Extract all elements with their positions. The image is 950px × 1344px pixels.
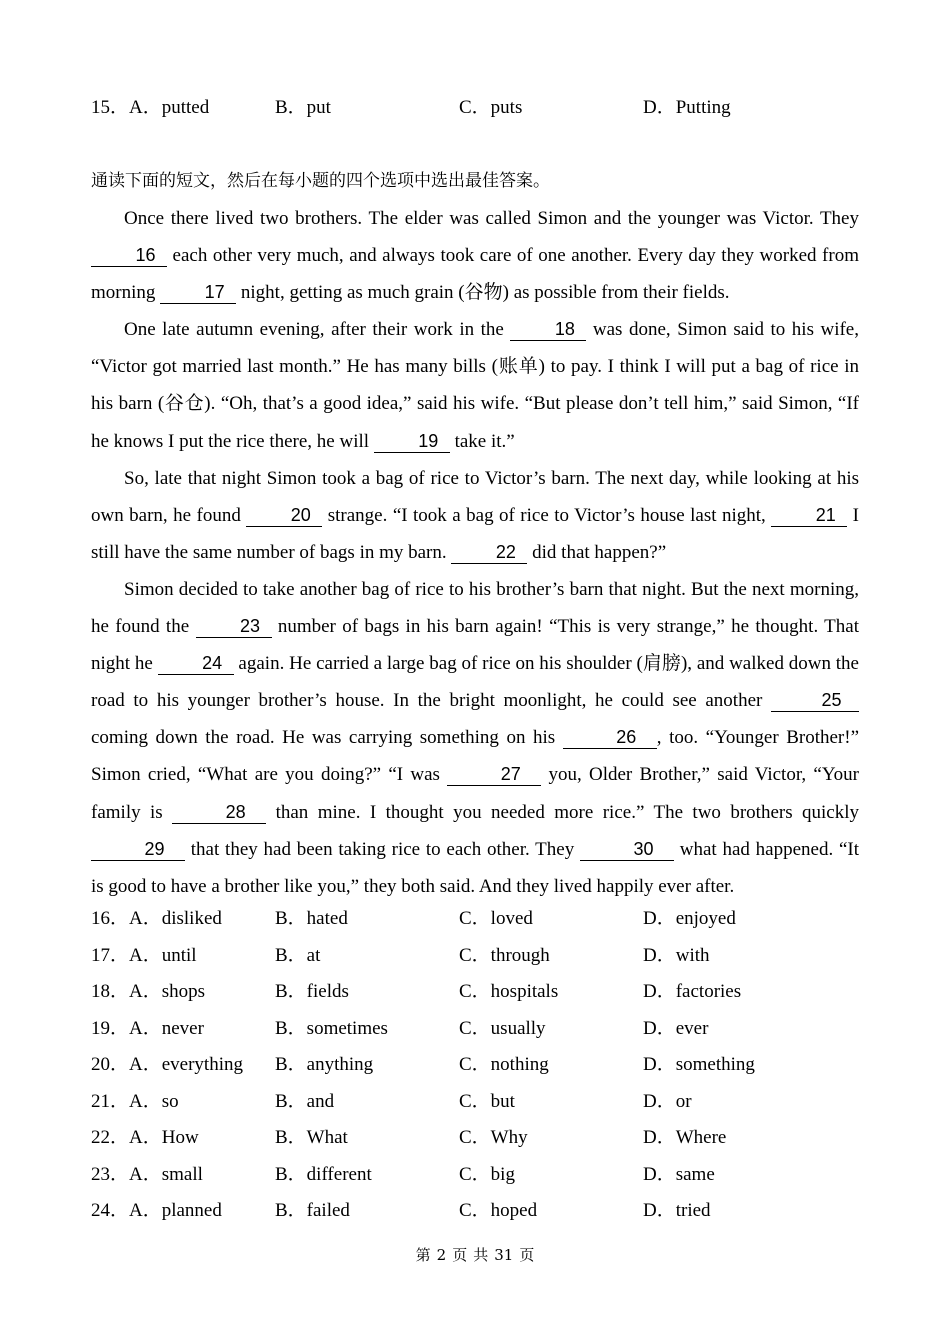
blank-29: 29 <box>91 838 185 861</box>
question-17 <box>91 941 859 971</box>
passage-text: you, Older Brother,” said Victor, “Your family is <box>91 764 859 823</box>
option-b: B．anything <box>275 1054 374 1075</box>
option-b: B．different <box>275 1164 372 1185</box>
option-b: B．and <box>275 1091 335 1112</box>
option-a: A．so <box>129 1091 179 1112</box>
question-number: 15． <box>91 97 130 118</box>
option-c: C．hospitals <box>459 981 559 1002</box>
option-a: A．How <box>129 1127 199 1148</box>
question-number: 17． <box>91 945 130 966</box>
question-15 <box>91 93 859 123</box>
option-c: C．hoped <box>459 1200 538 1221</box>
passage-text: did that happen?” <box>532 541 667 563</box>
passage-text: Once there lived two brothers. The elder was called Simon and the younger was Victor. They <box>124 208 859 229</box>
blank-16: 16 <box>91 244 167 267</box>
option-d: D．or <box>643 1091 692 1112</box>
passage-text: number of bags in his barn again! “This is very strange,” he thought. That night he <box>91 616 860 675</box>
question-number: 16． <box>91 908 130 929</box>
option-d: D．Where <box>643 1127 727 1148</box>
blank-17: 17 <box>160 281 236 304</box>
question-23 <box>91 1160 859 1190</box>
blank-25: 25 <box>771 689 859 712</box>
passage-text: strange. “I took a bag of rice to Victor’s house last night, <box>327 504 766 526</box>
question-number: 19． <box>91 1018 130 1039</box>
blank-20: 20 <box>246 504 322 527</box>
footer-text: 共 <box>473 1246 489 1264</box>
footer-text: 第 <box>415 1246 431 1264</box>
passage-paragraph-2 <box>91 311 859 459</box>
page-footer <box>0 1240 950 1270</box>
option-a: A．never <box>129 1018 204 1039</box>
option-a: A．until <box>129 945 197 966</box>
question-number: 20． <box>91 1054 130 1075</box>
passage-text: each other very much, and always took care of one another. Every day they worked from morning <box>91 245 859 304</box>
option-d: D．with <box>643 945 710 966</box>
option-a: A．disliked <box>129 908 222 929</box>
option-a: A．shops <box>129 981 206 1002</box>
question-number: 21． <box>91 1091 130 1112</box>
passage-text: coming down the road. He was carrying something on his <box>91 727 556 749</box>
option-d: D．something <box>643 1054 755 1075</box>
option-b: B．fields <box>275 981 349 1002</box>
option-d: D．factories <box>643 981 742 1002</box>
option-c: C．Why <box>459 1127 528 1148</box>
passage-text: what had happened. “It is good to have a brother like you,” they both said. And they lived happily ever after. <box>91 838 860 897</box>
passage-text: I still have the same number of bags in my barn. <box>91 504 859 563</box>
footer-text: 页 <box>519 1246 535 1264</box>
question-number: 23． <box>91 1164 130 1185</box>
blank-19: 19 <box>374 430 450 453</box>
question-21 <box>91 1087 859 1117</box>
option-a: A．small <box>129 1164 203 1185</box>
passage-paragraph-3 <box>91 460 859 571</box>
question-24 <box>91 1196 859 1226</box>
blank-18: 18 <box>510 318 586 341</box>
question-20 <box>91 1050 859 1080</box>
passage-text: again. He carried a large bag of rice on his shoulder (肩膀), and walked down the road to his younger brother’s house. In the bright moonlight, he could see another <box>91 653 859 712</box>
question-number: 18． <box>91 981 130 1002</box>
option-d: D．enjoyed <box>643 908 736 929</box>
passage-text: than mine. I thought you needed more rice.” The two brothers quickly <box>275 801 860 823</box>
passage-text: that they had been taking rice to each other. They <box>190 838 575 860</box>
question-18 <box>91 977 859 1007</box>
passage-text: take it.” <box>454 430 515 452</box>
passage-paragraph-4 <box>91 571 859 905</box>
option-c: C．loved <box>459 908 533 929</box>
option-b: B．put <box>275 97 331 118</box>
option-c: C．but <box>459 1091 515 1112</box>
option-a: A．planned <box>129 1200 222 1221</box>
option-c: C．usually <box>459 1018 546 1039</box>
option-a: A．putted <box>129 97 210 118</box>
passage-text: night, getting as much grain (谷物) as possible from their fields. <box>240 282 730 304</box>
blank-26: 26 <box>563 726 657 749</box>
question-22 <box>91 1123 859 1153</box>
option-a: A．everything <box>129 1054 243 1075</box>
footer-text: 页 <box>452 1246 468 1264</box>
document-page <box>91 0 859 1344</box>
passage-text: So, late that night Simon took a bag of rice to Victor’s barn. The next day, while looking at his own barn, he found <box>91 467 859 526</box>
blank-28: 28 <box>172 801 266 824</box>
option-d: D．Putting <box>643 97 731 118</box>
option-b: B．sometimes <box>275 1018 388 1039</box>
option-b: B．at <box>275 945 321 966</box>
passage-text: , too. “Younger Brother!” Simon cried, “What are you doing?” “I was <box>91 727 860 786</box>
option-c: C．puts <box>459 97 523 118</box>
option-b: B．failed <box>275 1200 350 1221</box>
passage-text: was done, Simon said to his wife, “Victor got married last month.” He has many bills (账单) to pay. I think I will put a bag of rice in his barn (谷仓). “Oh, that’s a good idea,” said his wife. “But please don’t tell him,” said Simon, “If he knows I put the rice there, he will <box>91 319 859 452</box>
section-instruction: 通读下面的短文，然后在每小题的四个选项中选出最佳答案。 <box>91 171 550 191</box>
reading-passage <box>91 200 859 905</box>
passage-text: Simon decided to take another bag of rice to his brother’s barn that night. But the next morning, he found the <box>91 578 859 638</box>
passage-text: One late autumn evening, after their work in the <box>124 319 504 341</box>
blank-30: 30 <box>580 838 674 861</box>
option-d: D．ever <box>643 1018 709 1039</box>
passage-paragraph-1 <box>91 200 859 311</box>
option-c: C．big <box>459 1164 515 1185</box>
question-number: 24． <box>91 1200 130 1221</box>
blank-27: 27 <box>447 763 541 786</box>
option-c: C．nothing <box>459 1054 549 1075</box>
option-c: C．through <box>459 945 550 966</box>
option-d: D．same <box>643 1164 715 1185</box>
question-16 <box>91 904 859 934</box>
option-d: D．tried <box>643 1200 711 1221</box>
total-page-count: 31 <box>494 1246 514 1264</box>
blank-24: 24 <box>158 652 234 675</box>
blank-22: 22 <box>451 541 527 564</box>
question-19 <box>91 1014 859 1044</box>
option-b: B．What <box>275 1127 348 1148</box>
option-b: B．hated <box>275 908 348 929</box>
blank-23: 23 <box>196 615 272 638</box>
current-page-number: 2 <box>436 1246 447 1264</box>
blank-21: 21 <box>771 504 847 527</box>
question-number: 22． <box>91 1127 130 1148</box>
